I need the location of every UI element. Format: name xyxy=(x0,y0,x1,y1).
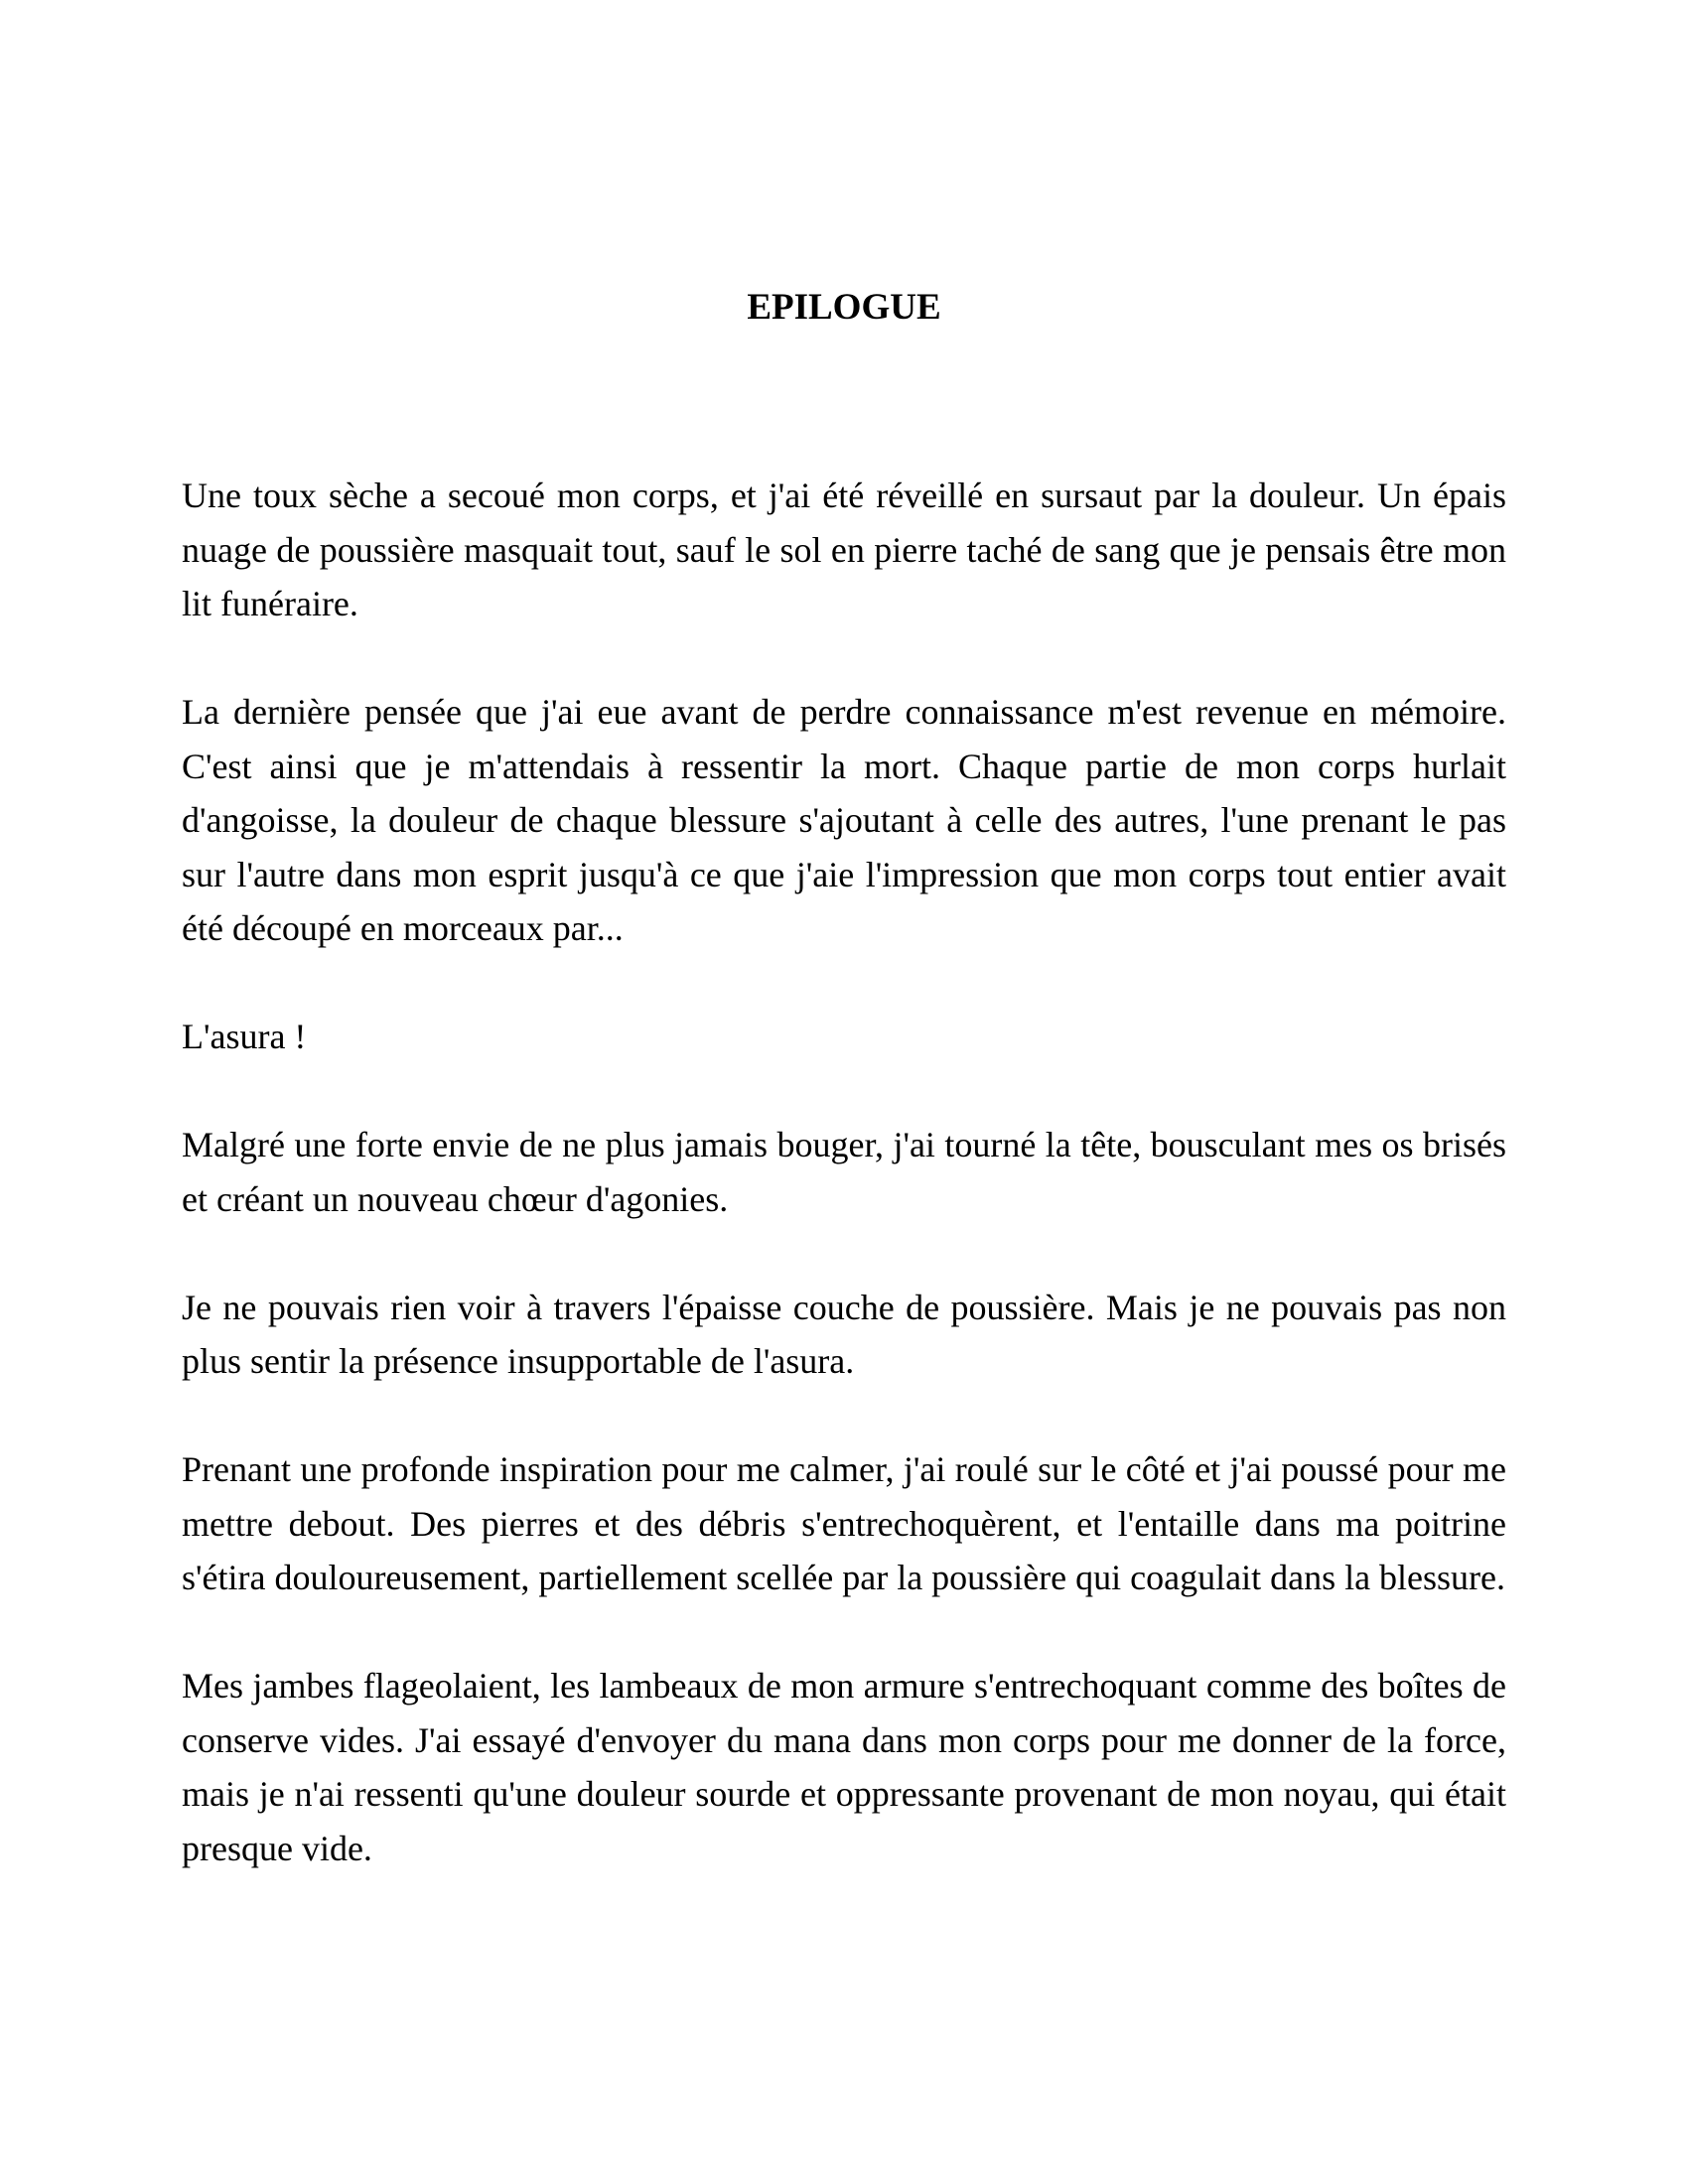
chapter-title: EPILOGUE xyxy=(747,287,941,328)
paragraph: Une toux sèche a secoué mon corps, et j'ai été réveillé en sursaut par la douleur. Un épais nuage de poussière masquait tout, sauf le sol en pierre taché de sang que je pensais être mon lit funéraire. xyxy=(182,476,1506,623)
chapter-body xyxy=(182,469,1506,1930)
paragraph: La dernière pensée que j'ai eue avant de perdre connaissance m'est revenue en mémoire. C'est ainsi que je m'attendais à ressentir la mort. Chaque partie de mon corps hurlait d'angoisse, la douleur de chaque blessure s'ajoutant à celle des autres, l'une prenant le pas sur l'autre dans mon esprit jusqu'à ce que j'aie l'impression que mon corps tout entier avait été découpé en morceaux par... xyxy=(182,692,1506,948)
paragraph: Prenant une profonde inspiration pour me calmer, j'ai roulé sur le côté et j'ai poussé pour me mettre debout. Des pierres et des débris s'entrechoquèrent, et l'entaille dans ma poitrine s'étira douloureusement, partiellement scellée par la poussière qui coagulait dans la blessure. xyxy=(182,1449,1506,1597)
paragraph: Malgré une forte envie de ne plus jamais bouger, j'ai tourné la tête, bousculant mes os brisés et créant un nouveau chœur d'agonies. xyxy=(182,1125,1506,1219)
paragraph: L'asura ! xyxy=(182,1017,307,1056)
paragraph: Mes jambes flageolaient, les lambeaux de mon armure s'entrechoquant comme des boîtes de conserve vides. J'ai essayé d'envoyer du mana dans mon corps pour me donner de la force, mais je n'ai ressenti qu'une douleur sourde et oppressante provenant de mon noyau, qui était presque vide. xyxy=(182,1666,1506,1868)
paragraph: Je ne pouvais rien voir à travers l'épaisse couche de poussière. Mais je ne pouvais pas non plus sentir la présence insupportable de l'asura. xyxy=(182,1287,1506,1381)
